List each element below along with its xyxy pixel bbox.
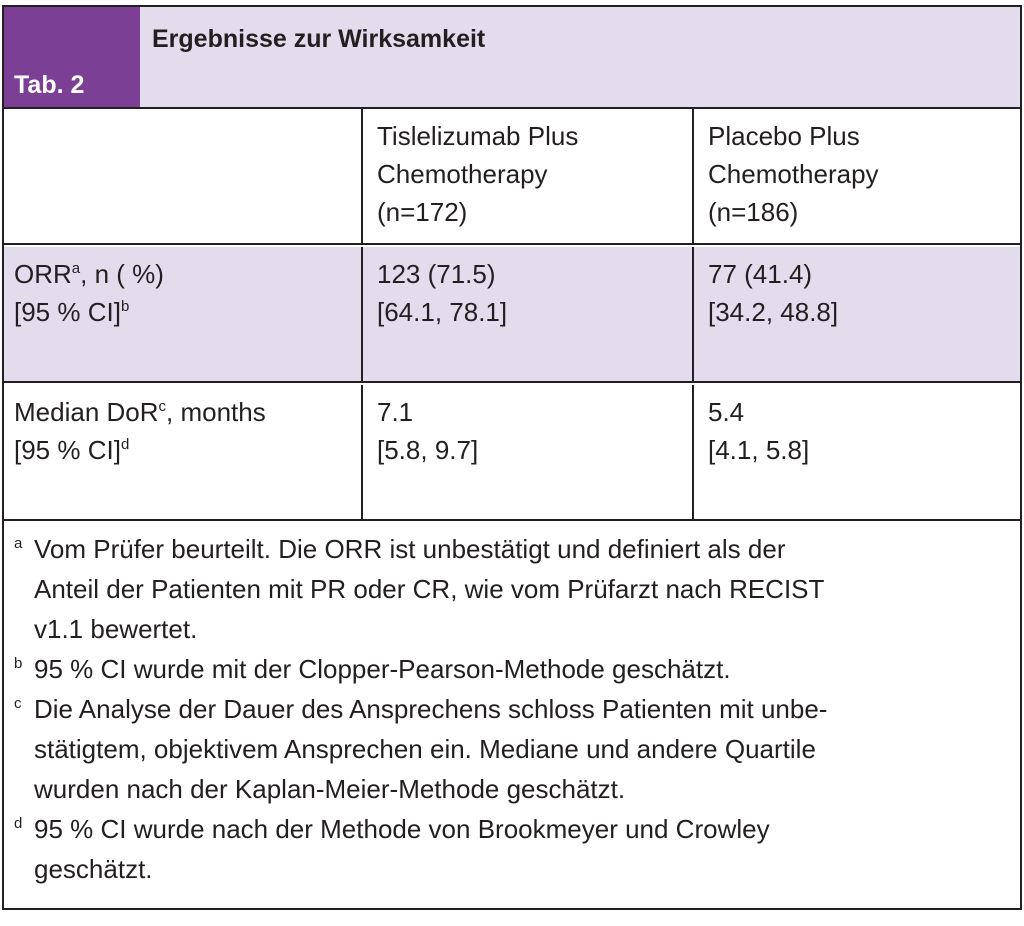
column-header-line: Placebo Plus bbox=[708, 121, 860, 151]
cell-ci: [4.1, 5.8] bbox=[708, 435, 810, 465]
column-header-line: Tislelizumab Plus bbox=[377, 121, 579, 151]
table-number-box bbox=[4, 7, 140, 107]
cell-value: 5.4 bbox=[708, 397, 745, 427]
row-label-line: [95 % CI]$^d$ bbox=[14, 435, 130, 465]
column-header-line: Chemotherapy bbox=[377, 159, 548, 189]
footnote-d bbox=[14, 809, 1020, 889]
footnote-mark: b bbox=[14, 655, 23, 672]
column-header-line: (n=172) bbox=[377, 197, 468, 227]
cell-orr-tislelizumab bbox=[361, 247, 692, 381]
footnote-line: Vom Prüfer beurteilt. Die ORR ist unbestätigt und definiert als der bbox=[34, 534, 786, 564]
cell-ci: [64.1, 78.1] bbox=[377, 297, 508, 327]
header-empty-cell bbox=[4, 109, 361, 243]
footnote-line: wurden nach der Kaplan-Meier-Methode geschätzt. bbox=[34, 774, 626, 804]
footnote-mark: a bbox=[14, 535, 23, 552]
table-header-bar bbox=[4, 7, 1020, 109]
column-header-placebo bbox=[692, 109, 1020, 243]
cell-ci: [5.8, 9.7] bbox=[377, 435, 479, 465]
column-header-line: Chemotherapy bbox=[708, 159, 879, 189]
table-header-row bbox=[4, 109, 1020, 245]
row-label-dor bbox=[4, 385, 361, 519]
table-row-orr bbox=[4, 247, 1020, 383]
cell-value: 77 (41.4) bbox=[708, 259, 813, 289]
footnote-line: 95 % CI wurde mit der Clopper-Pearson-Methode geschätzt. bbox=[34, 654, 731, 684]
cell-value: 7.1 bbox=[377, 397, 414, 427]
cell-value: 123 (71.5) bbox=[377, 259, 496, 289]
table-number: Tab. 2 bbox=[14, 71, 85, 99]
cell-ci: [34.2, 48.8] bbox=[708, 297, 839, 327]
column-header-tislelizumab bbox=[361, 109, 692, 243]
row-label-orr bbox=[4, 247, 361, 381]
row-label-line: [95 % CI]$^b$ bbox=[14, 297, 130, 327]
footnote-mark: d bbox=[14, 815, 23, 832]
cell-dor-placebo bbox=[692, 385, 1020, 519]
footnote-line: v1.1 bewertet. bbox=[34, 614, 198, 644]
cell-orr-placebo bbox=[692, 247, 1020, 381]
footnote-b bbox=[14, 649, 1020, 689]
cell-dor-tislelizumab bbox=[361, 385, 692, 519]
footnotes bbox=[4, 523, 1020, 889]
footnote-line: 95 % CI wurde nach der Methode von Brookmeyer und Crowley bbox=[34, 814, 770, 844]
row-label-line: Median DoR$^c$, months bbox=[14, 397, 266, 427]
row-label-line: ORR$^a$, n ( %) bbox=[14, 259, 164, 289]
footnote-line: Die Analyse der Dauer des Ansprechens schloss Patienten mit unbe- bbox=[34, 694, 828, 724]
table-row-dor bbox=[4, 385, 1020, 521]
table-frame bbox=[2, 5, 1022, 910]
footnote-c bbox=[14, 689, 1020, 809]
footnote-line: Anteil der Patienten mit PR oder CR, wie vom Prüfarzt nach RECIST bbox=[34, 574, 825, 604]
footnote-a bbox=[14, 529, 1020, 649]
column-header-line: (n=186) bbox=[708, 197, 799, 227]
footnote-line: stätigtem, objektivem Ansprechen ein. Mediane und andere Quartile bbox=[34, 734, 816, 764]
footnote-mark: c bbox=[14, 695, 22, 712]
table-title: Ergebnisse zur Wirksamkeit bbox=[152, 25, 486, 53]
footnote-line: geschätzt. bbox=[34, 854, 153, 884]
